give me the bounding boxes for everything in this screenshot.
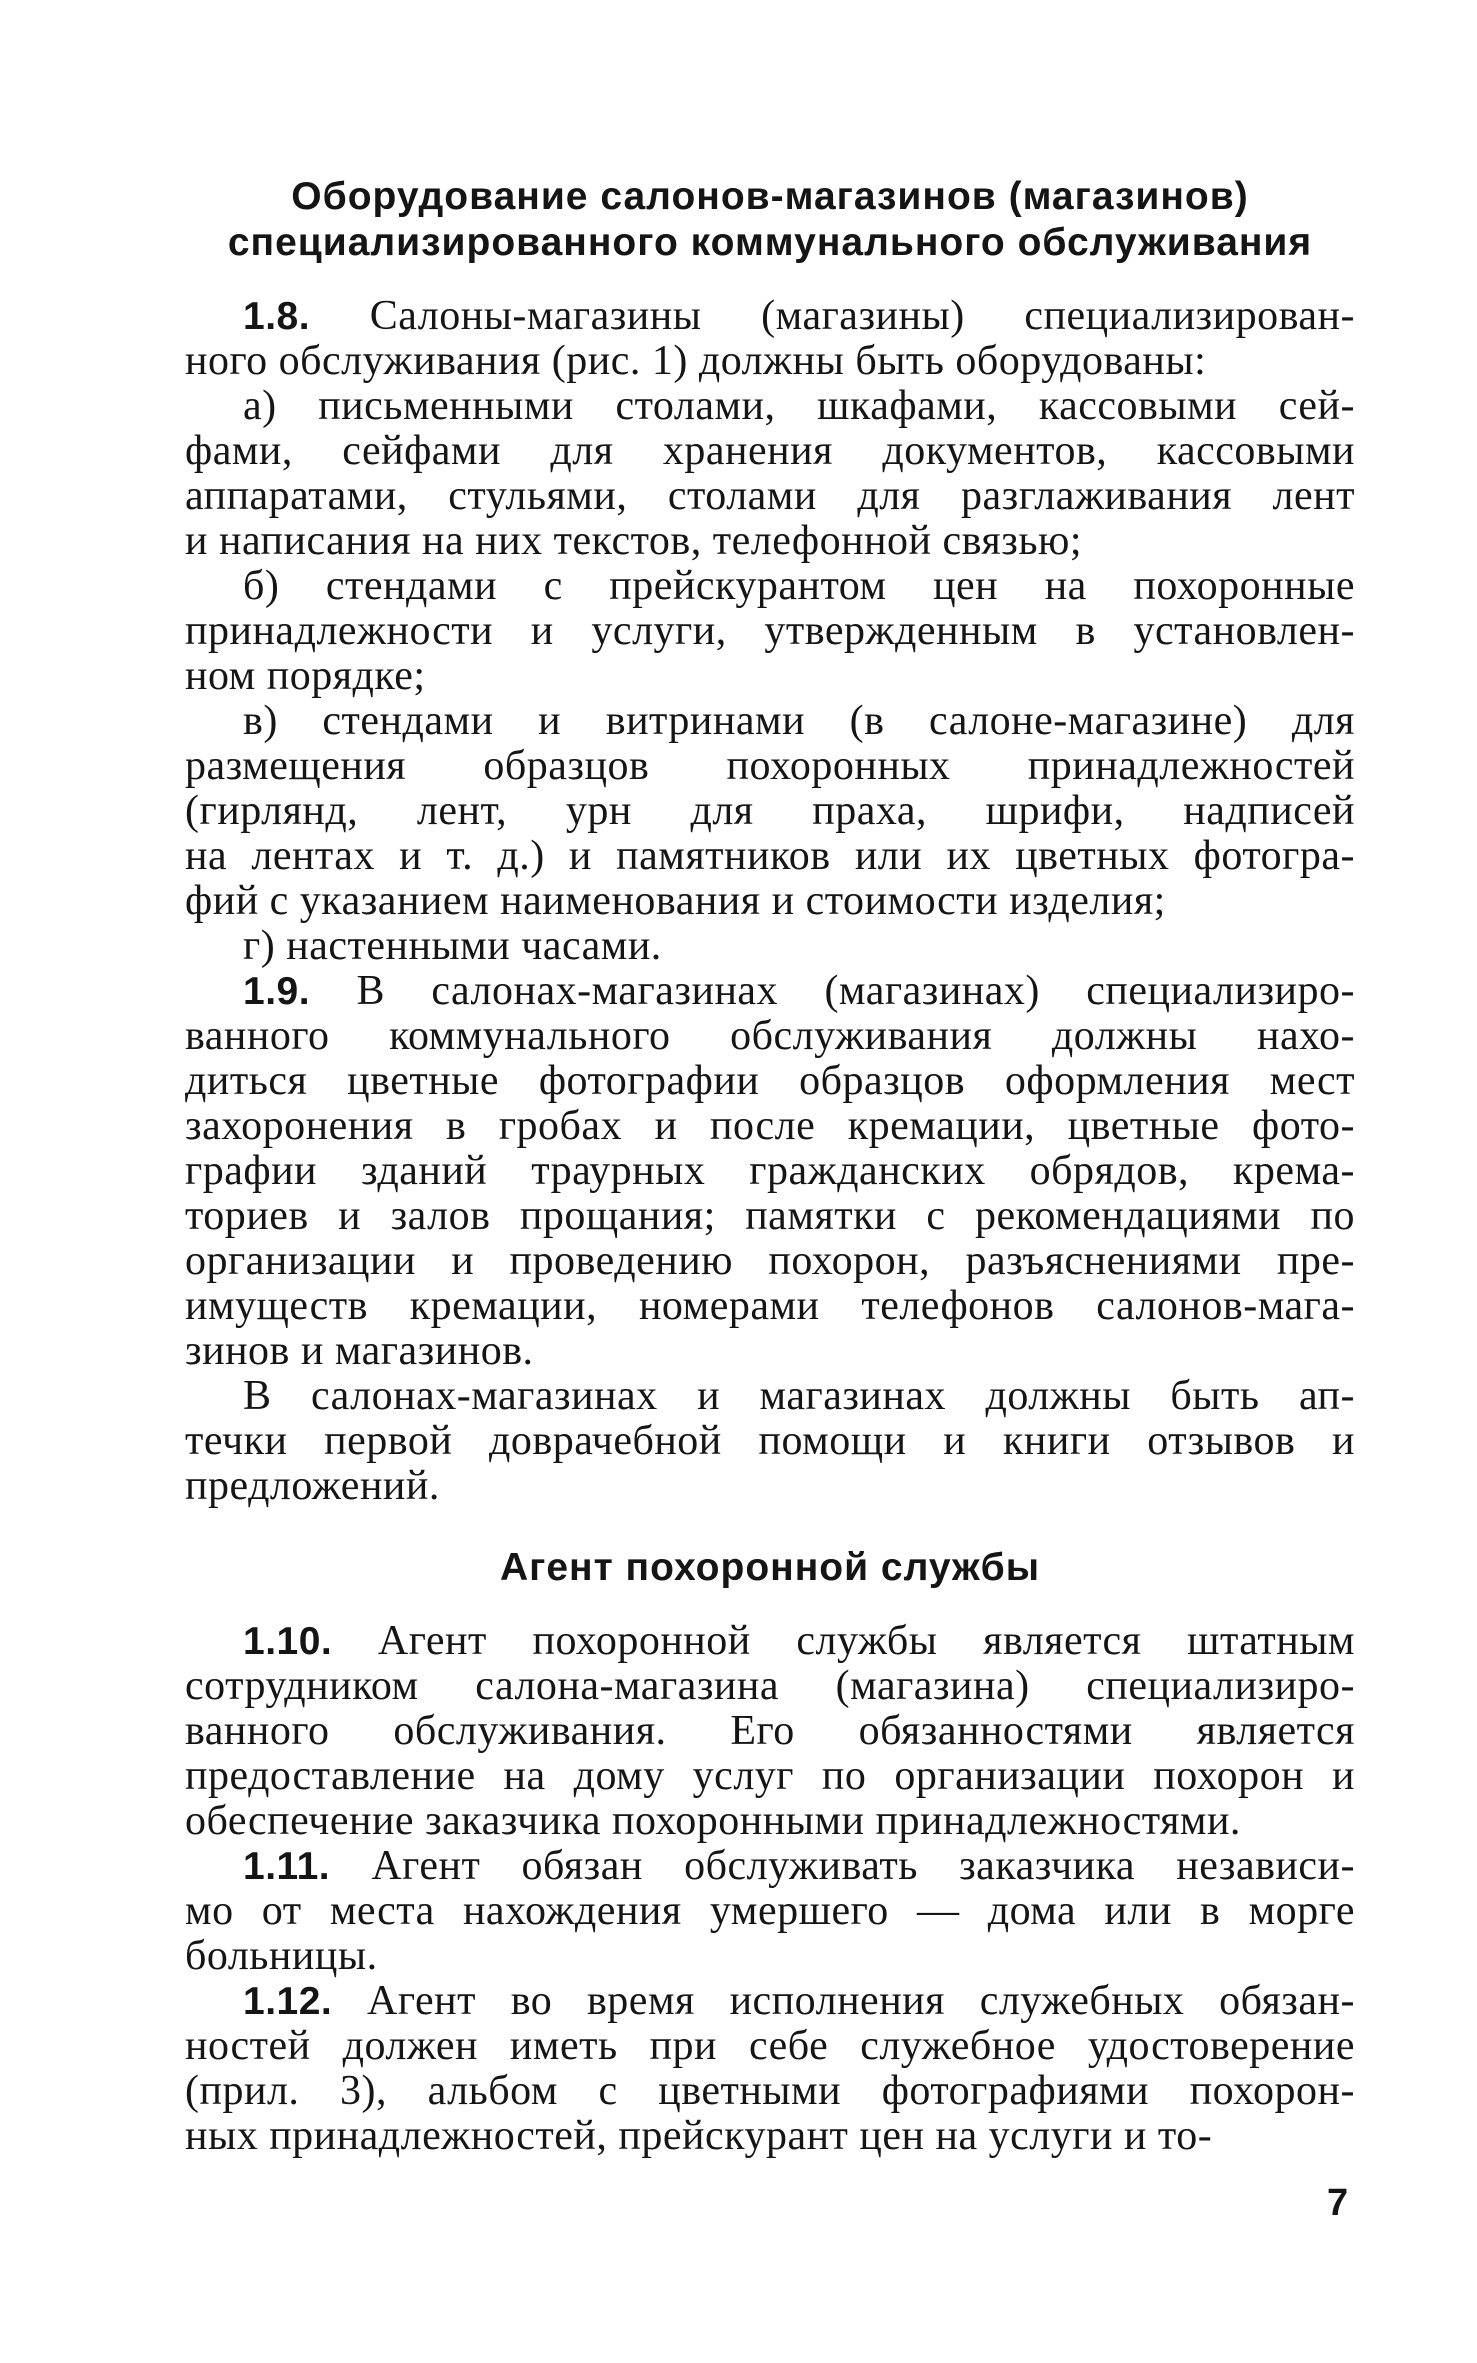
line-text: размещения образцов похоронных принадлежностей <box>185 743 1355 789</box>
line-text: предоставление на дому услуг по организации похорон и <box>185 1753 1355 1799</box>
text-line <box>185 1374 1355 1419</box>
text-line <box>185 1419 1355 1464</box>
line-text: фий с указанием наименования и стоимости изделия; <box>185 878 1166 924</box>
text-line <box>185 1194 1355 1239</box>
paragraph <box>185 564 1355 699</box>
text-line <box>185 384 1355 429</box>
text-line <box>185 1014 1355 1059</box>
line-text: ных принадлежностей, прейскурант цен на услуги и то- <box>185 2113 1213 2159</box>
text-line <box>185 834 1355 879</box>
text-line <box>185 1149 1355 1194</box>
line-text: имуществ кремации, номерами телефонов салонов-мага- <box>185 1283 1355 1329</box>
paragraph <box>185 969 1355 1374</box>
line-text: принадлежности и услуги, утвержденным в установлен- <box>185 608 1355 654</box>
line-text: захоронения в гробах и после кремации, цветные фото- <box>185 1103 1355 1149</box>
clause-number: 1.8. <box>243 295 311 338</box>
line-text: обеспечение заказчика похоронными принадлежностями. <box>185 1798 1241 1844</box>
clause-number: 1.12. <box>243 1980 333 2023</box>
text-line <box>185 2069 1355 2114</box>
line-text: аппаратами, стульями, столами для разглаживания лент <box>185 473 1355 519</box>
section-equipment <box>185 294 1355 1509</box>
text-line <box>185 1464 1355 1509</box>
line-text: Агент во время исполнения служебных обязан- <box>332 1978 1355 2024</box>
document-page <box>185 170 1355 2159</box>
text-line <box>185 789 1355 834</box>
clause-number: 1.11. <box>243 1845 331 1888</box>
line-text: б) стендами с прейскурантом цен на похоронные <box>243 563 1355 609</box>
text-line <box>185 1799 1355 1844</box>
text-line <box>185 1664 1355 1709</box>
line-text: ванного обслуживания. Его обязанностями является <box>185 1708 1355 1754</box>
paragraph <box>185 384 1355 564</box>
line-text: Агент обязан обслуживать заказчика независи- <box>330 1843 1355 1889</box>
text-line <box>185 1059 1355 1104</box>
text-line <box>185 294 1355 339</box>
line-text: ностей должен иметь при себе служебное удостоверение <box>185 2023 1355 2069</box>
text-line <box>185 2114 1355 2159</box>
line-text: ториев и залов прощания; памятки с рекомендациями по <box>185 1193 1355 1239</box>
line-text: ванного коммунального обслуживания должны нахо- <box>185 1013 1355 1059</box>
paragraph <box>185 924 1355 969</box>
clause-number: 1.10. <box>243 1620 333 1663</box>
line-text: организации и проведению похорон, разъяснениями пре- <box>185 1238 1355 1284</box>
paragraph <box>185 699 1355 924</box>
line-text: ного обслуживания (рис. 1) должны быть оборудованы: <box>185 338 1207 384</box>
line-text: а) письменными столами, шкафами, кассовыми сей- <box>243 383 1355 429</box>
line-text: фами, сейфами для хранения документов, кассовыми <box>185 428 1355 474</box>
text-line <box>185 519 1355 564</box>
paragraph <box>185 1619 1355 1844</box>
line-text: г) настенными часами. <box>243 923 662 969</box>
text-line <box>185 1979 1355 2024</box>
section-funeral-agent <box>185 1619 1355 2159</box>
text-line <box>185 744 1355 789</box>
text-line <box>185 924 1355 969</box>
line-text: сотрудником салона-магазина (магазина) специализиро- <box>185 1663 1355 1709</box>
line-text: в) стендами и витринами (в салоне-магазине) для <box>243 698 1355 744</box>
line-text: (гирлянд, лент, урн для праха, шрифи, надписей <box>185 788 1355 834</box>
line-text: предложений. <box>185 1463 440 1509</box>
line-text: В салонах-магазинах (магазинах) специализиро- <box>310 968 1355 1014</box>
paragraph <box>185 294 1355 384</box>
text-line <box>185 1329 1355 1374</box>
heading-line-1: Оборудование салонов-магазинов (магазинов) <box>291 175 1249 218</box>
text-line <box>185 1104 1355 1149</box>
paragraph <box>185 1979 1355 2159</box>
text-line <box>185 564 1355 609</box>
line-text: Салоны-магазины (магазины) специализирован- <box>310 293 1355 339</box>
subsection-heading: Агент похоронной службы <box>499 1546 1041 1589</box>
text-line <box>185 1844 1355 1889</box>
text-line <box>185 1889 1355 1934</box>
text-line <box>185 1934 1355 1979</box>
heading-line-2: специализированного коммунального обслуживания <box>227 221 1313 264</box>
line-text: ном порядке; <box>185 653 426 699</box>
text-line <box>185 339 1355 384</box>
text-line <box>185 429 1355 474</box>
line-text: диться цветные фотографии образцов оформления мест <box>185 1058 1355 1104</box>
text-line <box>185 969 1355 1014</box>
line-text: больницы. <box>185 1933 378 1979</box>
text-line <box>185 609 1355 654</box>
text-line <box>185 474 1355 519</box>
paragraph <box>185 1374 1355 1509</box>
line-text: и написания на них текстов, телефонной связью; <box>185 518 1083 564</box>
text-line <box>185 1619 1355 1664</box>
line-text: на лентах и т. д.) и памятников или их цветных фотогра- <box>185 833 1355 879</box>
section-heading <box>185 174 1355 266</box>
text-line <box>185 1239 1355 1284</box>
line-text: мо от места нахождения умершего — дома или в морге <box>185 1888 1355 1934</box>
line-text: Агент похоронной службы является штатным <box>332 1618 1355 1664</box>
line-text: (прил. 3), альбом с цветными фотографиями похорон- <box>185 2068 1355 2114</box>
paragraph <box>185 1844 1355 1979</box>
page-number: 7 <box>1327 2182 1349 2224</box>
line-text: зинов и магазинов. <box>185 1328 534 1374</box>
line-text: В салонах-магазинах и магазинах должны быть ап- <box>243 1373 1355 1419</box>
text-line <box>185 2024 1355 2069</box>
line-text: графии зданий траурных гражданских обрядов, крема- <box>185 1148 1355 1194</box>
text-line <box>185 1284 1355 1329</box>
line-text: течки первой доврачебной помощи и книги отзывов и <box>185 1418 1355 1464</box>
text-line <box>185 1754 1355 1799</box>
clause-number: 1.9. <box>243 970 311 1013</box>
text-line <box>185 699 1355 744</box>
text-line <box>185 1709 1355 1754</box>
text-line <box>185 879 1355 924</box>
text-line <box>185 654 1355 699</box>
